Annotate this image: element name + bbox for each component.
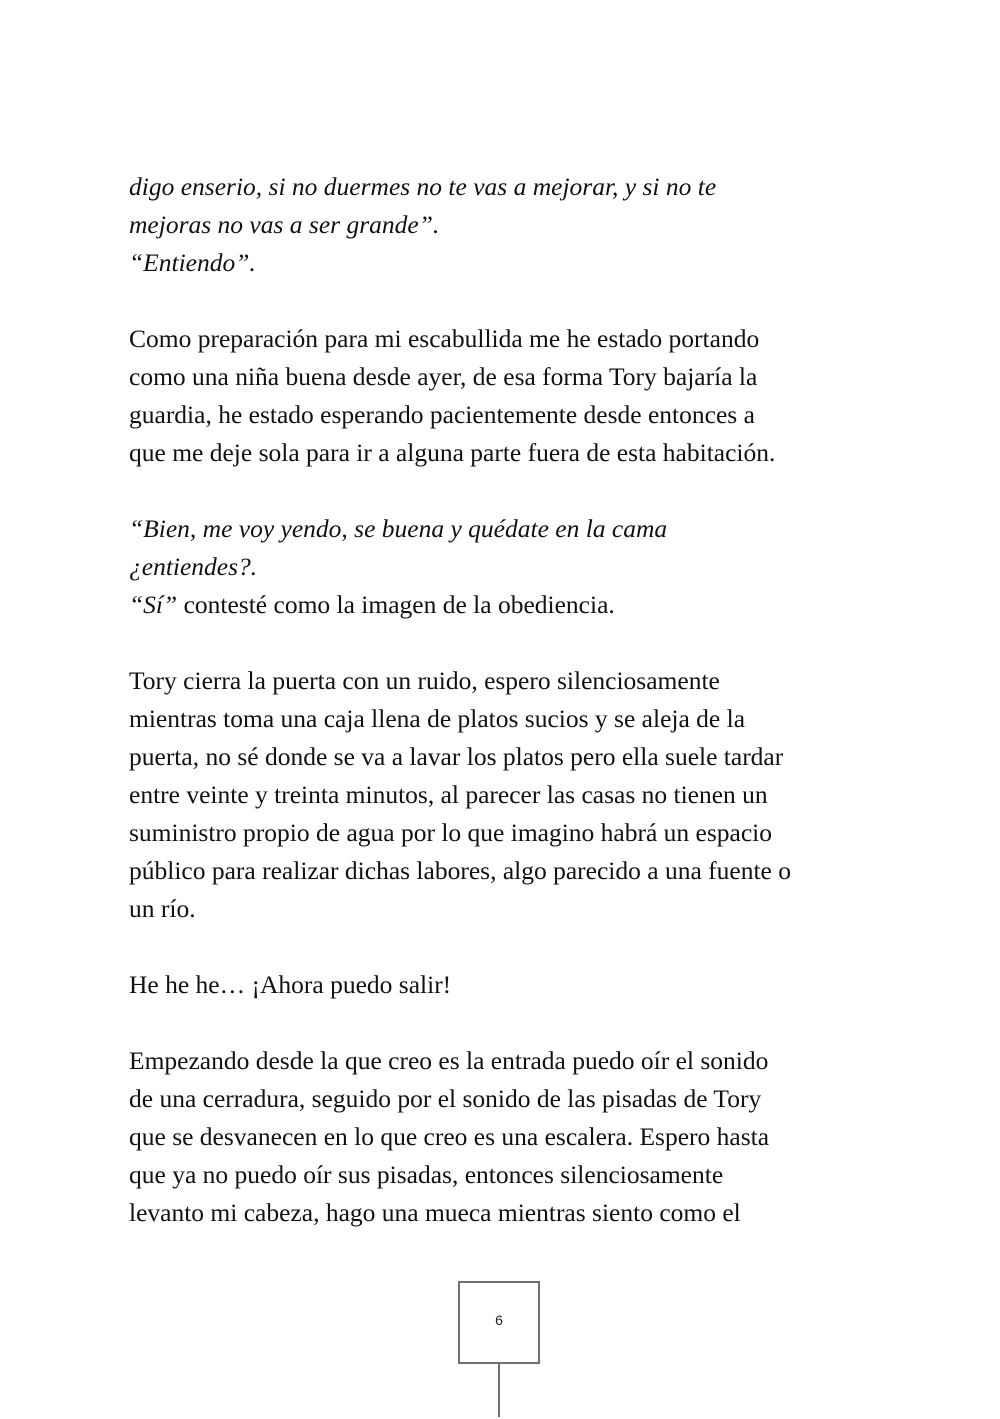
text-line: [129, 586, 889, 624]
text-line: Tory cierra la puerta con un ruido, espero silenciosamente: [129, 666, 720, 695]
body-text: [129, 168, 889, 1232]
text-line: levanto mi cabeza, hago una mueca mientras siento como el: [129, 1198, 741, 1227]
paragraph-gap: [129, 928, 889, 966]
text-line: un río.: [129, 894, 196, 923]
text-line: que ya no puedo oír sus pisadas, entonces silenciosamente: [129, 1160, 724, 1189]
page-number-stem: [498, 1363, 500, 1417]
text-line: “Bien, me voy yendo, se buena y quédate en la cama: [129, 514, 668, 543]
text-line: mejoras no vas a ser grande”.: [129, 210, 440, 239]
text-line: público para realizar dichas labores, algo parecido a una fuente o: [129, 856, 791, 885]
narration-text: contesté como la imagen de la obediencia.: [177, 590, 615, 619]
text-line: suministro propio de agua por lo que imagino habrá un espacio: [129, 818, 773, 847]
text-line: digo enserio, si no duermes no te vas a mejorar, y si no te: [129, 172, 717, 201]
text-line: entre veinte y treinta minutos, al parecer las casas no tienen un: [129, 780, 768, 809]
text-line: He he he… ¡Ahora puedo salir!: [129, 970, 452, 999]
text-line: de una cerradura, seguido por el sonido de las pisadas de Tory: [129, 1084, 762, 1113]
dialogue-quote: “Sí”: [129, 590, 178, 619]
text-line: Empezando desde la que creo es la entrada puedo oír el sonido: [129, 1046, 769, 1075]
paragraph-gap: [129, 472, 889, 510]
page-number-box: [458, 1281, 540, 1364]
text-line: guardia, he estado esperando pacientemente desde entonces a: [129, 400, 755, 429]
text-line: puerta, no sé donde se va a lavar los platos pero ella suele tardar: [129, 742, 784, 771]
paragraph-gap: [129, 1004, 889, 1042]
text-line: mientras toma una caja llena de platos sucios y se aleja de la: [129, 704, 746, 733]
text-line: ¿entiendes?.: [129, 552, 258, 581]
text-line: “Entiendo”.: [129, 248, 256, 277]
paragraph-gap: [129, 624, 889, 662]
page-number: 6: [495, 1311, 503, 1328]
paragraph-gap: [129, 282, 889, 320]
text-line: que se desvanecen en lo que creo es una escalera. Espero hasta: [129, 1122, 770, 1151]
text-line: que me deje sola para ir a alguna parte fuera de esta habitación.: [129, 438, 776, 467]
text-line: Como preparación para mi escabullida me he estado portando: [129, 324, 760, 353]
text-line: como una niña buena desde ayer, de esa forma Tory bajaría la: [129, 362, 758, 391]
